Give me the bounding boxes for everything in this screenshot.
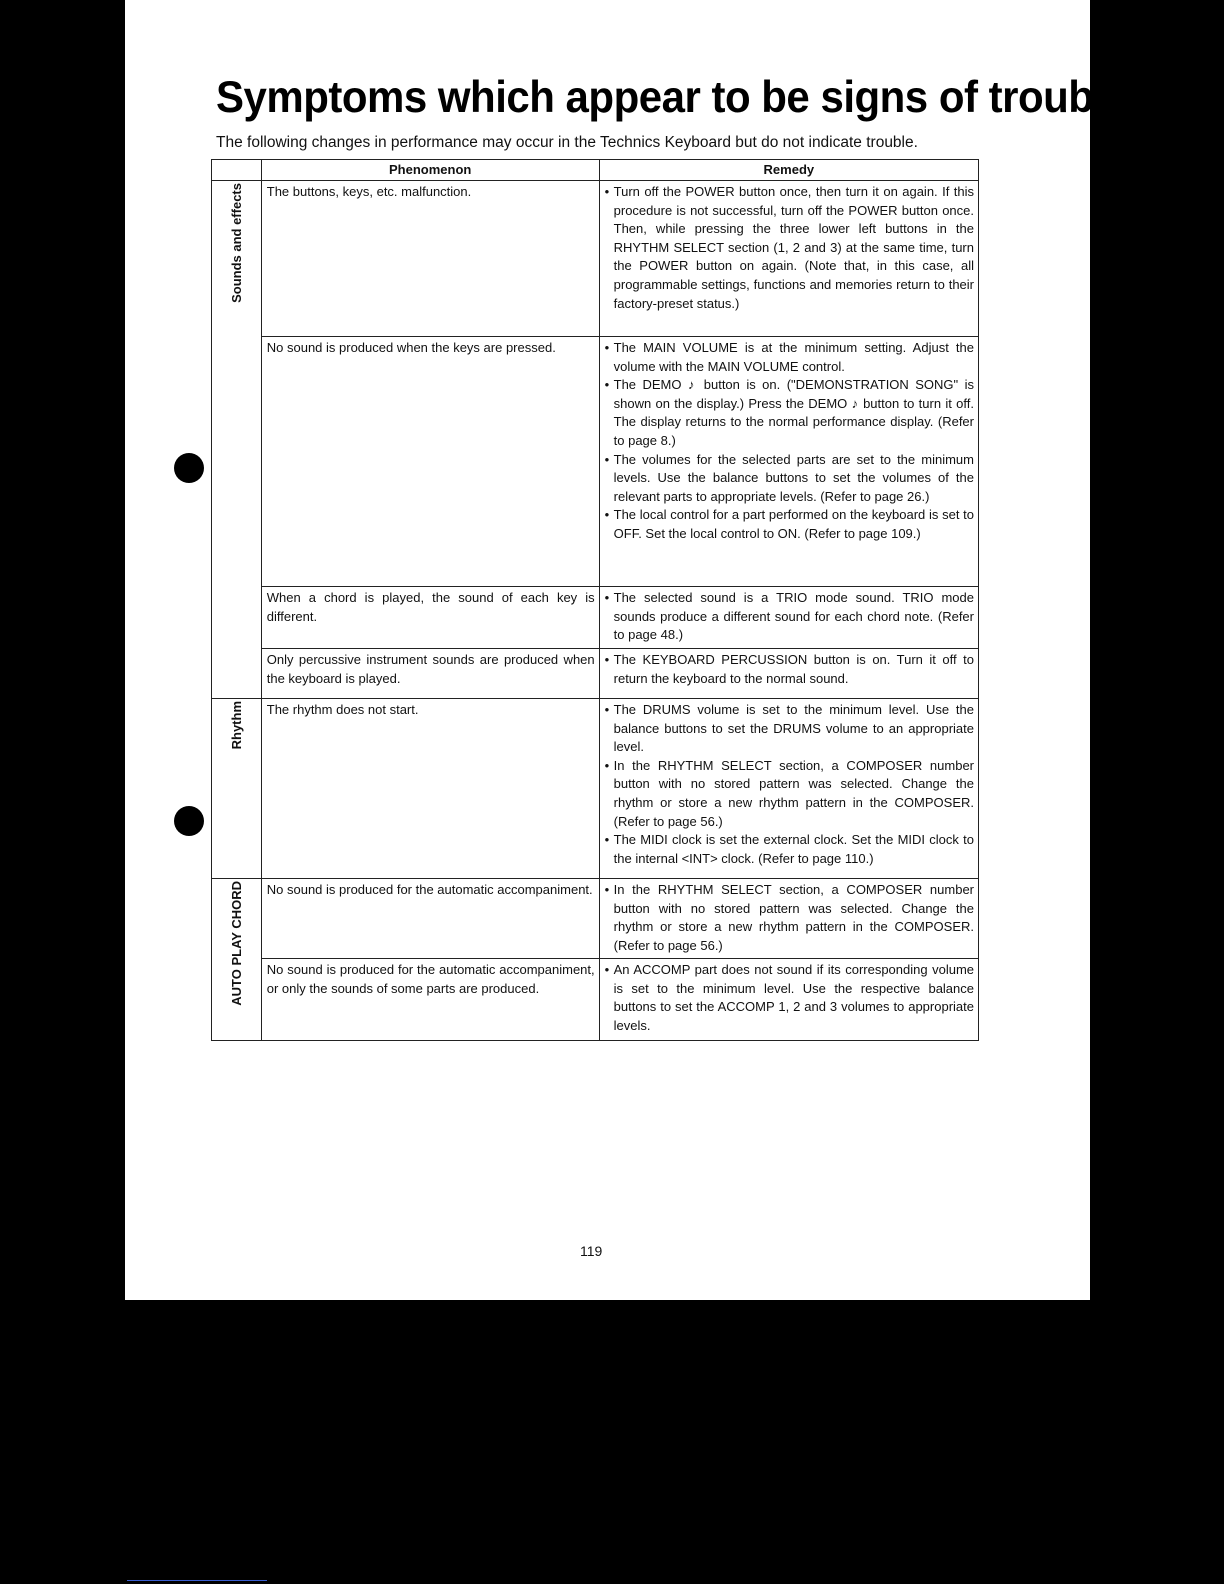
phenomenon-cell: No sound is produced when the keys are pressed. [261, 337, 599, 587]
remedy-cell [599, 649, 978, 699]
table-row [212, 587, 979, 649]
table-row [212, 337, 979, 587]
remedy-cell [599, 181, 978, 337]
category-label: Sounds and effects [228, 183, 244, 303]
phenomenon-cell: When a chord is played, the sound of each key is different. [261, 587, 599, 649]
page-number: 119 [580, 1243, 603, 1259]
remedy-item: • In the RHYTHM SELECT section, a COMPOSER number button with no stored pattern was selected. Change the rhythm or store a new rhythm pattern in the COMPOSER. (Refer to page 56.) [605, 881, 974, 955]
remedy-item: • In the RHYTHM SELECT section, a COMPOSER number button with no stored pattern was selected. Change the rhythm or store a new rhythm pattern in the COMPOSER. (Refer to page 56.) [605, 757, 974, 831]
remedy-item: • The DEMO ♪ button is on. ("DEMONSTRATION SONG" is shown on the display.) Press the DEMO ♪ button to turn it off. The display returns to the normal performance display. (Refer to page 8.) [605, 376, 974, 450]
remedy-item: • The KEYBOARD PERCUSSION button is on. Turn it off to return the keyboard to the normal sound. [605, 651, 974, 688]
remedy-item: • The local control for a part performed on the keyboard is set to OFF. Set the local control to ON. (Refer to page 109.) [605, 506, 974, 543]
header-phenomenon: Phenomenon [261, 160, 599, 181]
scan-border-bottom [0, 1300, 1224, 1584]
remedy-item: • The selected sound is a TRIO mode sound. TRIO mode sounds produce a different sound for each chord note. (Refer to page 48.) [605, 589, 974, 645]
binder-hole-mark [174, 806, 204, 836]
table-row [212, 879, 979, 959]
header-category [212, 160, 262, 181]
trouble-table [211, 159, 979, 1041]
remedy-item: • An ACCOMP part does not sound if its corresponding volume is set to the minimum level. Use the respective balance buttons to set the ACCOMP 1, 2 and 3 volumes to appropriate levels. [605, 961, 974, 1035]
binder-hole-mark [174, 453, 204, 483]
phenomenon-cell: The rhythm does not start. [261, 699, 599, 879]
scan-artifact-line [127, 1580, 267, 1581]
remedy-cell [599, 959, 978, 1041]
remedy-cell [599, 337, 978, 587]
remedy-item: • The DRUMS volume is set to the minimum level. Use the balance buttons to set the DRUMS volume to an appropriate level. [605, 701, 974, 757]
header-remedy: Remedy [599, 160, 978, 181]
category-auto-play-chord [212, 879, 262, 1041]
phenomenon-cell: No sound is produced for the automatic accompaniment. [261, 879, 599, 959]
remedy-item: • The volumes for the selected parts are set to the minimum levels. Use the balance buttons to set the volumes of the relevant parts to appropriate levels. (Refer to page 26.) [605, 451, 974, 507]
remedy-cell [599, 879, 978, 959]
phenomenon-cell: No sound is produced for the automatic accompaniment, or only the sounds of some parts are produced. [261, 959, 599, 1041]
phenomenon-cell: The buttons, keys, etc. malfunction. [261, 181, 599, 337]
category-label: AUTO PLAY CHORD [228, 881, 244, 1006]
table-row [212, 649, 979, 699]
remedy-cell [599, 587, 978, 649]
page-title: Symptoms which appear to be signs of trouble [216, 72, 1128, 122]
remedy-item: • The MIDI clock is set the external clock. Set the MIDI clock to the internal <INT> clock. (Refer to page 110.) [605, 831, 974, 868]
category-label: Rhythm [228, 701, 244, 750]
intro-text: The following changes in performance may occur in the Technics Keyboard but do not indicate trouble. [216, 134, 918, 151]
scan-page-edge [125, 0, 154, 1300]
table-row [212, 959, 979, 1041]
table-row [212, 181, 979, 337]
remedy-cell [599, 699, 978, 879]
remedy-item: • Turn off the POWER button once, then turn it on again. If this procedure is not successful, turn off the POWER button once. Then, while pressing the three lower left buttons in the RHYTHM SELECT section (1, 2 and 3) at the same time, turn the POWER button on again. (Note that, in this case, all programmable settings, functions and memories return to their factory-preset status.) [605, 183, 974, 313]
category-rhythm [212, 699, 262, 879]
table-header-row [212, 160, 979, 181]
remedy-item: • The MAIN VOLUME is at the minimum setting. Adjust the volume with the MAIN VOLUME control. [605, 339, 974, 376]
table-row [212, 699, 979, 879]
phenomenon-cell: Only percussive instrument sounds are produced when the keyboard is played. [261, 649, 599, 699]
category-sounds-and-effects [212, 181, 262, 699]
